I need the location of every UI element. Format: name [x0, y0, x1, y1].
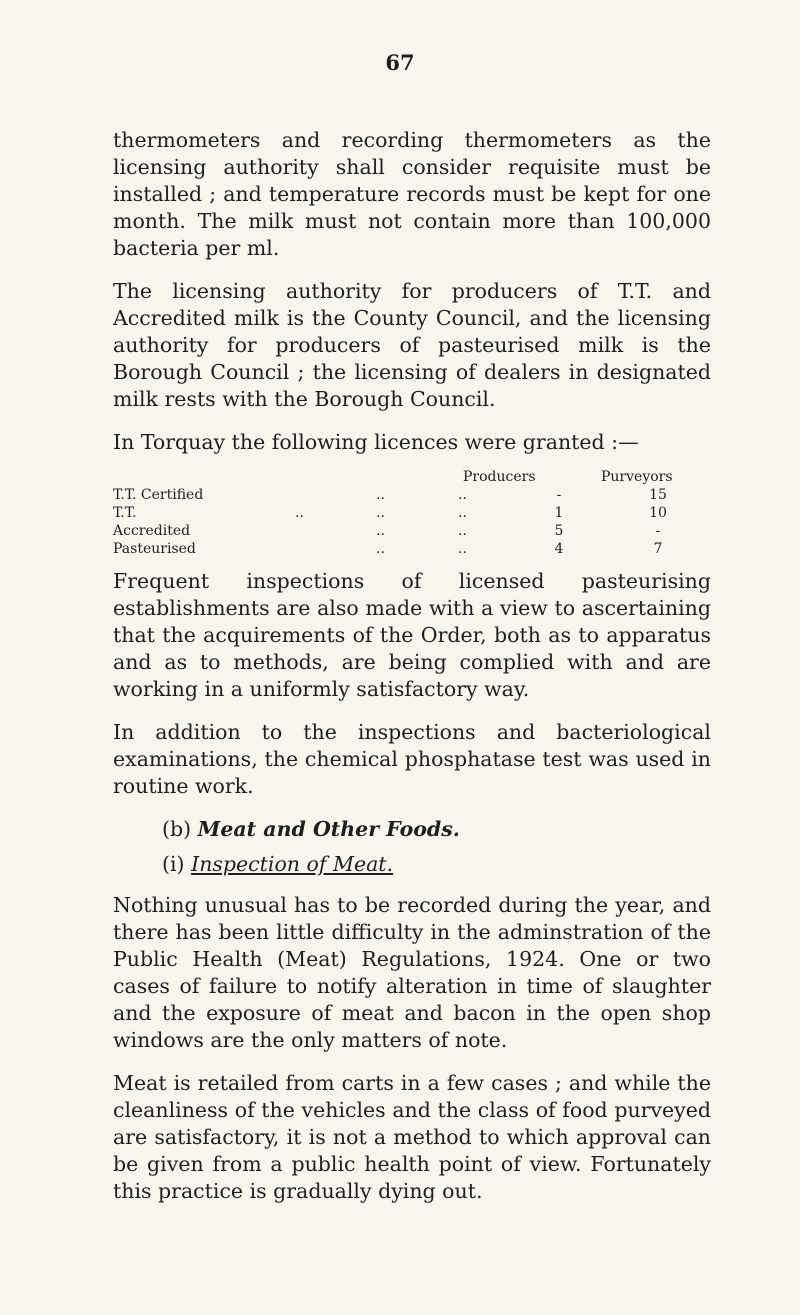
leader-dots: .. — [376, 541, 385, 557]
table-header-row — [113, 468, 711, 486]
licences-table — [113, 468, 711, 558]
paragraph-nothing-unusual: Nothing unusual has to be recorded during the year, and there has been little difficulty in the adminstration of the Public Health (Meat) Regulations, 1924. One or two cases of failure to notify alteration in time of slaughter and the exposure of meat and bacon in the open shop windows are the only matters of note. — [113, 893, 711, 1052]
row-label: T.T. — [113, 505, 137, 521]
paragraph-thermometers: thermometers and recording thermometers as the licensing authority shall consider requisite must be installed ; and temperature records must be kept for one month. The milk must not contain more than 100,000 bacteria per ml. — [113, 128, 711, 260]
header-purveyors: Purveyors — [601, 469, 673, 485]
purveyors-value: - — [655, 523, 661, 539]
leader-dots: .. — [376, 487, 385, 503]
section-marker: (b) — [162, 817, 192, 841]
page-number: 67 — [385, 50, 415, 75]
section-title: Meat and Other Foods. — [197, 817, 460, 841]
paragraph-frequent-inspections: Frequent inspections of licensed pasteurising establishments are also made with a view to ascertaining that the acquirements of the Order, both as to apparatus and as to methods, are being complied with and are working in a uniformly satisfactory way. — [113, 569, 711, 701]
row-label: Accredited — [113, 523, 191, 539]
row-label: T.T. Certified — [113, 487, 204, 503]
subsection-heading-inspection-of-meat — [162, 851, 393, 878]
row-label: Pasteurised — [113, 541, 196, 557]
leader-dots: .. — [458, 523, 467, 539]
leader-dots: .. — [376, 523, 385, 539]
table-row — [113, 504, 711, 522]
leader-dots: .. — [295, 505, 304, 521]
header-producers: Producers — [463, 469, 536, 485]
producers-value: 1 — [554, 505, 564, 521]
table-row — [113, 486, 711, 504]
producers-value: 5 — [554, 523, 564, 539]
table-row — [113, 540, 711, 558]
leader-dots: .. — [458, 505, 467, 521]
producers-value: - — [556, 487, 562, 503]
subsection-marker: (i) — [162, 852, 185, 876]
paragraph-torquay-licences: In Torquay the following licences were granted :— — [113, 430, 639, 454]
leader-dots: .. — [376, 505, 385, 521]
subsection-title: Inspection of Meat. — [191, 852, 394, 876]
table-row — [113, 522, 711, 540]
section-heading-meat-and-other-foods — [162, 816, 460, 843]
leader-dots: .. — [458, 541, 467, 557]
leader-dots: .. — [458, 487, 467, 503]
purveyors-value: 15 — [649, 487, 667, 503]
purveyors-value: 7 — [653, 541, 663, 557]
paragraph-licensing-authority: The licensing authority for producers of T.T. and Accredited milk is the County Council, and the licensing authority for producers of pasteurised milk is the Borough Council ; the licensing of dealers in designated milk rests with the Borough Council. — [113, 279, 711, 411]
paragraph-meat-from-carts: Meat is retailed from carts in a few cases ; and while the cleanliness of the vehicles and the class of food purveyed are satisfactory, it is not a method to which approval can be given from a public health point of view. Fortunately this practice is gradually dying out. — [113, 1071, 711, 1203]
producers-value: 4 — [554, 541, 564, 557]
paragraph-phosphatase-test: In addition to the inspections and bacteriological examinations, the chemical phosphatase test was used in routine work. — [113, 720, 711, 798]
purveyors-value: 10 — [649, 505, 667, 521]
